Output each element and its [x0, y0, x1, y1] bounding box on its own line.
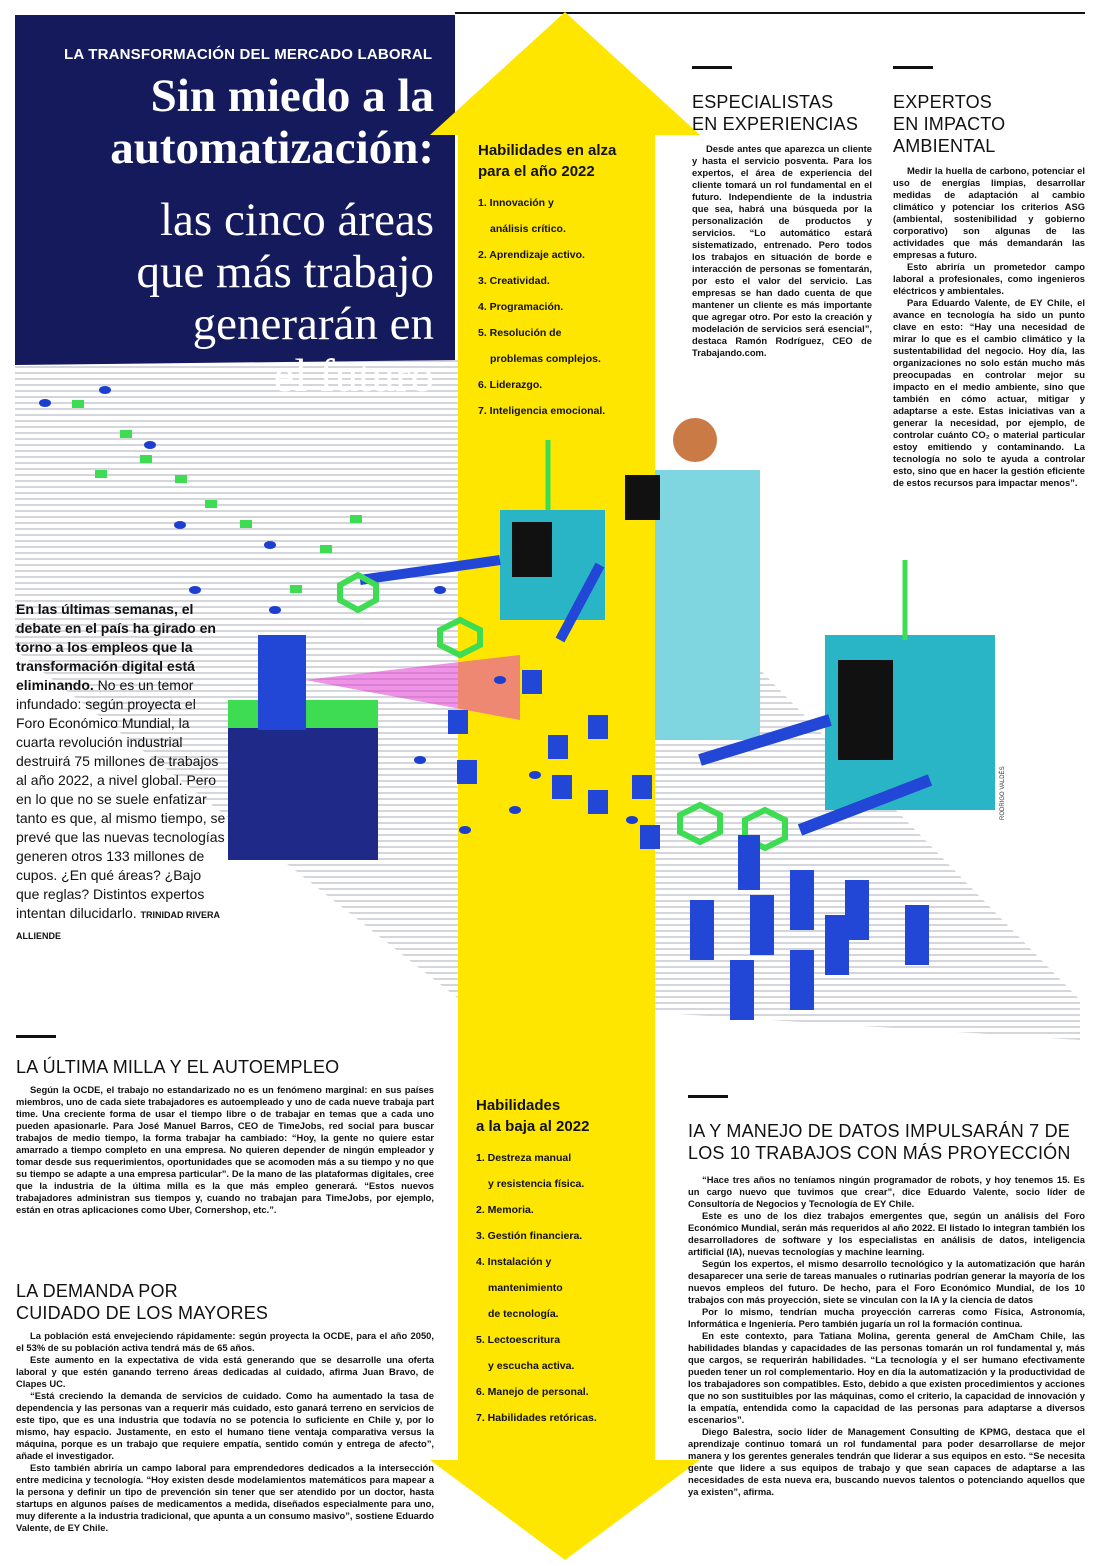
paragraph: “Está creciendo la demanda de servicios de cuidado. Como ha aumentado la tasa de dependencia y las personas van a requerir más cuidado, esto ganará terreno en servicios de este tipo, que es una industria que todavía no se potencia lo suficiente en Chile y, por lo mismo, hay espacio. Justamente, en esto el humano tiene ventaja comparativa versus la máquina, porque es un trabajo que requiere empatía, sentido común y entrega de afecto”, añade el investigador.: [16, 1390, 434, 1461]
list-item: 3. Creatividad.: [478, 275, 550, 287]
environment-title: [893, 91, 1085, 157]
list-item: 7. Habilidades retóricas.: [476, 1412, 597, 1424]
person-coat: [655, 470, 760, 740]
list-item: 3. Gestión financiera.: [476, 1230, 583, 1242]
lede-bold: En las últimas semanas, el debate en el país ha girado en torno a los empleos que la transformación digital está eliminando.: [16, 601, 216, 693]
list-item: y escucha activa.: [488, 1360, 575, 1372]
declining-skills-title-line: Habilidades: [476, 1097, 561, 1114]
paragraph: Esto abriría un prometedor campo laboral a profesionales, como ingenieros eléctricos y ambientales.: [893, 261, 1085, 296]
paragraph: Este aumento en la expectativa de vida está generando que se desarrolle una oferta laboral y que estén ganando terreno áreas dedicadas al cuidado, afirma Juan Bravo, de Clapes UC.: [16, 1354, 434, 1389]
section-title-line: AMBIENTAL: [893, 136, 996, 156]
environment-section: [893, 66, 1085, 489]
elder-care-body: [16, 1330, 434, 1534]
paragraph: Esto también abriría un campo laboral para emprendedores dedicados a la intersección entre medicina y tecnología. “Hoy existen desde modelamientos matemáticos para mapear a la persona y definir un tipo de prevención sin tener que ser atendido por un doctor, hasta startups en algunos países de medicamentos a medida, diseñados especialmente para uno, muy diferente a la industria tradicional, que apunta a un consumo masivo”, sostiene Eduardo Valente, de EY Chile.: [16, 1462, 434, 1533]
headline-line: automatización:: [110, 122, 434, 174]
list-item: 7. Inteligencia emocional.: [478, 405, 606, 417]
list-item: 5. Lectoescritura: [476, 1334, 561, 1346]
list-item: y resistencia física.: [488, 1178, 585, 1190]
last-mile-section: [16, 1035, 434, 1216]
paragraph: Diego Balestra, socio líder de Management Consulting de KPMG, destaca que el aprendizaje continuo tomará un rol fundamental para poder desarrollarse de mejor manera y los gerentes generales tendrán que liderar a sus equipos en esto. “Se necesita gente que lidere a sus equipos de trabajo y que sean capaces de adaptarse a las necesidades de esta nueva era, buscando nuevos talentos o potenciando aquellos que ya existen”, afirma.: [688, 1426, 1085, 1497]
lede-text: No es un temor infundado: según proyecta el Foro Económico Mundial, la cuarta revolución industrial destruirá 75 millones de trabajos al año 2022, a nivel global. Pero en lo que no se suele enfatizar tanto es que, al mismo tiempo, se prevé que las nuevas tecnologías generen otros 133 millones de cupos. ¿En qué áreas? ¿Bajo que reglas? Distintos expertos intentan dilucidarlo.: [16, 677, 226, 921]
elder-care-section: [16, 1280, 434, 1534]
paragraph: Este es uno de los diez trabajos emergentes que, según un análisis del Foro Económico Mundial, serán más requeridos al año 2022. El listado lo integran también los desarrolladores de software y los especialistas en análisis de datos, inteligencia artificial (IA), nuevas tecnologías y machine learning.: [688, 1210, 1085, 1257]
list-item: 4. Instalación y: [476, 1256, 552, 1268]
illustration-credit: RODRIGO VALDÉS: [1000, 766, 1006, 820]
section-title-line: CUIDADO DE LOS MAYORES: [16, 1303, 269, 1323]
paragraph: Según los expertos, el mismo desarrollo tecnológico y la automatización que harán desaparecer una serie de tareas manuales o rutinarias podrían generar la mayoría de los nuevos empleos del futuro. De hecho, para el Foro Económico Mundial, de los 10 trabajos con más proyección, siete se vinculan con la IA y la ciencia de datos: [688, 1258, 1085, 1305]
ai-data-section: [688, 1095, 1085, 1498]
paragraph: En este contexto, para Tatiana Molina, gerenta general de AmCham Chile, las habilidades blandas y capacidades de las personas tomarán un rol fundamental y, más que cargos, se requerirán habilidades. “La tecnología y el ser humano efectivamente pueden tener un rol complementario. Hoy en día la automatización y la productividad de los trabajadores son compatibles. Esto, debido a que existen procedimientos y acciones que no son sustituibles por las máquinas, como el criterio, la capacidad de innovación y la empatía, entendida como la capacidad de las personas para adaptarse a diversos escenarios”.: [688, 1330, 1085, 1425]
section-title-line: EN IMPACTO: [893, 114, 1006, 134]
robot-face-center: [512, 522, 552, 577]
paragraph: Según la OCDE, el trabajo no estandarizado no es un fenómeno marginal: en sus países miembros, uno de cada siete trabajadores es autoempleado y uno de cada nueve trabaja part time. Una creciente forma de usar el tiempo libre o de trabajar en temas que a cada uno pueden apasionarle. Para José Manuel Barros, CEO de TimeJobs, red social para buscar trabajos de medio tiempo, la forma trabajar ha cambiado: “Hoy, la gente no quiere estar amarrado a tiempo completo en una empresa. No quieren depender de ningún empleador y tomar desde sus requerimientos, oportunidades que se acomoden más a su tiempo y no que su tiempo se adapte a una empresa particular”. De la mano de las plataformas digitales, cree que la industria de la última milla es la que más empleo generará. “Estos nuevos trabajadores administran sus tiempos y, cuando no trabajan para TimeJobs, por ejemplo, están en otras aplicaciones como Uber, Cornershop, etc.”.: [16, 1084, 434, 1215]
rising-skills-title-line: Habilidades en alza: [478, 142, 617, 159]
section-rule: [16, 1035, 56, 1038]
declining-skills-title: [476, 1095, 651, 1137]
elder-care-title: [16, 1280, 434, 1324]
section-title-line: LA DEMANDA POR: [16, 1281, 178, 1301]
list-item: 6. Manejo de personal.: [476, 1386, 589, 1398]
section-title-line: EN EXPERIENCIAS: [692, 114, 859, 134]
headline-line: que más trabajo: [136, 246, 434, 298]
paragraph: La población está envejeciendo rápidamente: según proyecta la OCDE, para el año 2050, el 53% de su población activa tendrá más de 65 años.: [16, 1330, 434, 1353]
paragraph: Para Eduardo Valente, de EY Chile, el avance en tecnología ha sido un punto clave en esto: “Hay una necesidad de mirar lo que es el cambio climático y la sustentabilidad del negocio. Hoy día, las organizaciones no solo están mucho más preocupadas en controlar mejor su impacto en el medio ambiente, sino que también en cómo actuar, mitigar y adaptarse a este. Estas iniciativas van a generar la necesidad, por ejemplo, de controlar cuánto CO₂ o material particular estoy emitiendo y contaminando. La tecnología no solo te ayuda a controlar esto, sino que en hacer la gestión eficiente de estos recursos para impactar menos”.: [893, 297, 1085, 488]
environment-body: [893, 165, 1085, 489]
section-title-line: LOS 10 TRABAJOS CON MÁS PROYECCIÓN: [688, 1143, 1071, 1163]
list-item: mantenimiento: [488, 1282, 563, 1294]
specialists-title: [692, 91, 872, 135]
kicker: LA TRANSFORMACIÓN DEL MERCADO LABORAL: [64, 46, 433, 63]
list-item: 2. Aprendizaje activo.: [478, 249, 585, 261]
specialists-section: [692, 66, 872, 359]
person-book: [625, 475, 660, 520]
section-title-line: IA Y MANEJO DE DATOS IMPULSARÁN 7 DE: [688, 1121, 1070, 1141]
headline-line: el futuro: [273, 350, 434, 402]
declining-skills-title-line: a la baja al 2022: [476, 1118, 590, 1135]
list-item: problemas complejos.: [490, 353, 601, 365]
ai-data-title: [688, 1120, 1085, 1164]
last-mile-title: LA ÚLTIMA MILLA Y EL AUTOEMPLEO: [16, 1057, 340, 1077]
headline-line: las cinco áreas: [159, 194, 434, 246]
rising-skills-title-line: para el año 2022: [478, 163, 595, 180]
robot-head-left: [258, 635, 306, 730]
person-head: [673, 418, 717, 462]
list-item: 2. Memoria.: [476, 1204, 534, 1216]
list-item: 6. Liderazgo.: [478, 379, 543, 391]
headline-line: Sin miedo a la: [150, 70, 434, 122]
list-item: 5. Resolución de: [478, 327, 562, 339]
list-item: análisis crítico.: [490, 223, 566, 235]
section-title-line: ESPECIALISTAS: [692, 92, 834, 112]
declining-skills-list: [476, 1145, 651, 1431]
rising-skills-box: [478, 140, 648, 424]
section-rule: [688, 1095, 728, 1098]
list-item: 1. Innovación y: [478, 197, 554, 209]
section-rule: [692, 66, 732, 69]
robot-face-right: [838, 660, 893, 760]
robot-body-left: [228, 710, 378, 860]
rising-skills-title: [478, 140, 648, 182]
section-rule: [893, 66, 933, 69]
paragraph: Por lo mismo, tendrían mucha proyección carreras como Física, Astronomía, Informática e Ingeniería. Pero también jugaría un rol la formación continua.: [688, 1306, 1085, 1329]
section-title-line: EXPERTOS: [893, 92, 992, 112]
list-item: 1. Destreza manual: [476, 1152, 572, 1164]
paragraph: Medir la huella de carbono, potenciar el uso de energías limpias, desarrollar medidas de adaptación al cambio climático y potenciar los criterios ASG (ambiental, sostenibilidad y gobierno corporativo) son algunas de las actividades que más demandarán las empresas a futuro.: [893, 165, 1085, 260]
byline: TRINIDAD RIVERA ALLIENDE: [16, 910, 220, 941]
ai-data-body: [688, 1174, 1085, 1498]
list-item: 4. Programación.: [478, 301, 564, 313]
headline-bold: [24, 70, 434, 174]
rising-skills-list: [478, 190, 648, 424]
last-mile-body: [16, 1084, 434, 1216]
paragraph: “Hace tres años no teníamos ningún programador de robots, y hoy tenemos 15. Es un cargo nuevo que tuvimos que crear”, dice Eduardo Valente, socio líder de Consultoría de Negocios y Tecnología de EY Chile.: [688, 1174, 1085, 1209]
headline: [24, 194, 434, 402]
lede: [16, 600, 228, 946]
list-item: de tecnología.: [488, 1308, 559, 1320]
specialists-body: [692, 143, 872, 359]
paragraph: Desde antes que aparezca un cliente y hasta el servicio posventa. Para los expertos, el área de experiencia del cliente tomará un rol fundamental en el futuro. Independiente de la industria que sea, habrá una búsqueda por la personalización de productos y servicios. “Lo automático estará sistematizado, entrenado. Pero todos los trabajos en situación de borde e interacción de personas se fomentarán, por esto el valor del servicio. Las empresas se han dado cuenta de que mantener un cliente es más importante que agregar otro. Por esto la creación y modelación de servicios será esencial”, destaca Ramón Rodríguez, CEO de Trabajando.com.: [692, 143, 872, 358]
headline-line: generarán en: [192, 298, 434, 350]
declining-skills-box: [476, 1095, 651, 1431]
